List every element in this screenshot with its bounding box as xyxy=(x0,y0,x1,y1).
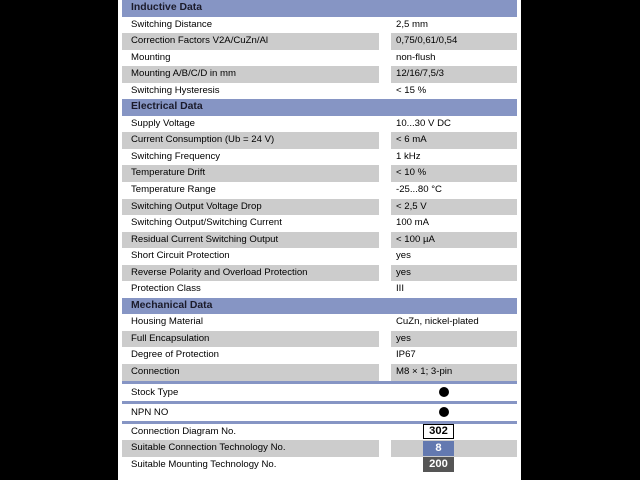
row-label: Correction Factors V2A/CuZn/Al xyxy=(131,35,269,47)
row-value: 12/16/7,5/3 xyxy=(396,68,445,80)
filled-dot-icon xyxy=(439,387,449,397)
section-header-3 xyxy=(122,298,517,315)
marker-row-label: Stock Type xyxy=(131,386,179,398)
row-label: Protection Class xyxy=(131,283,201,295)
reference-number-badge: 302 xyxy=(423,424,454,439)
section-header-2 xyxy=(122,99,517,116)
row-value: < 15 % xyxy=(396,84,427,96)
row-label: Mounting A/B/C/D in mm xyxy=(131,68,237,80)
marker-row-label: NPN NO xyxy=(131,406,169,418)
reference-number-row xyxy=(122,424,517,441)
row-value: non-flush xyxy=(396,51,436,63)
marker-row xyxy=(122,404,517,421)
reference-number-label: Suitable Connection Technology No. xyxy=(131,442,286,454)
section-header-1 xyxy=(122,0,517,17)
reference-number-label: Suitable Mounting Technology No. xyxy=(131,458,277,470)
table-row xyxy=(122,265,517,282)
table-row xyxy=(122,33,517,50)
filled-dot-icon xyxy=(439,407,449,417)
row-value: 10...30 V DC xyxy=(396,117,451,129)
row-value: M8 × 1; 3-pin xyxy=(396,366,453,378)
row-value: 0,75/0,61/0,54 xyxy=(396,35,458,47)
table-row xyxy=(122,364,517,381)
reference-number-row xyxy=(122,440,517,457)
table-row xyxy=(122,314,517,331)
row-label: Switching Output/Switching Current xyxy=(131,217,282,229)
table-row xyxy=(122,66,517,83)
row-label: Reverse Polarity and Overload Protection xyxy=(131,266,308,278)
table-row xyxy=(122,132,517,149)
section-header-label: Inductive Data xyxy=(131,2,203,13)
table-row xyxy=(122,281,517,298)
row-value: -25...80 °C xyxy=(396,184,442,196)
table-row xyxy=(122,116,517,133)
row-label: Current Consumption (Ub = 24 V) xyxy=(131,134,275,146)
row-value: yes xyxy=(396,266,411,278)
row-label: Supply Voltage xyxy=(131,117,196,129)
datasheet-page xyxy=(118,0,521,480)
row-value-background xyxy=(391,424,517,441)
row-value: < 10 % xyxy=(396,167,427,179)
row-value-background xyxy=(391,440,517,457)
section-header-label: Mechanical Data xyxy=(131,299,213,311)
row-value-background xyxy=(391,281,517,298)
row-label: Switching Hysteresis xyxy=(131,84,220,96)
reference-number-label: Connection Diagram No. xyxy=(131,425,237,437)
row-label: Short Circuit Protection xyxy=(131,250,230,262)
reference-number-badge: 8 xyxy=(423,441,454,456)
row-value: 100 mA xyxy=(396,217,430,229)
row-value: 2,5 mm xyxy=(396,18,428,30)
row-label: Switching Output Voltage Drop xyxy=(131,200,262,212)
table-row xyxy=(122,199,517,216)
row-value: < 2,5 V xyxy=(396,200,427,212)
specification-table xyxy=(122,0,517,473)
row-label: Connection xyxy=(131,366,180,378)
row-value: yes xyxy=(396,250,411,262)
table-row xyxy=(122,149,517,166)
table-row xyxy=(122,248,517,265)
row-label: Temperature Range xyxy=(131,184,216,196)
row-label: Temperature Drift xyxy=(131,167,206,179)
table-row xyxy=(122,331,517,348)
reference-number-row xyxy=(122,457,517,474)
marker-row xyxy=(122,384,517,401)
row-value: 1 kHz xyxy=(396,150,421,162)
table-row xyxy=(122,50,517,67)
table-row xyxy=(122,17,517,34)
table-row xyxy=(122,232,517,249)
row-value: IP67 xyxy=(396,349,416,361)
row-label: Switching Distance xyxy=(131,18,213,30)
table-row xyxy=(122,83,517,100)
row-label: Housing Material xyxy=(131,316,203,328)
table-row xyxy=(122,347,517,364)
row-value: CuZn, nickel-plated xyxy=(396,316,479,328)
row-value: III xyxy=(396,283,404,295)
row-label: Mounting xyxy=(131,51,171,63)
row-value: < 100 µA xyxy=(396,233,435,245)
section-header-label: Electrical Data xyxy=(131,101,203,113)
table-row xyxy=(122,182,517,199)
row-value: < 6 mA xyxy=(396,134,427,146)
row-label: Residual Current Switching Output xyxy=(131,233,279,245)
row-value-background xyxy=(391,457,517,474)
row-label: Switching Frequency xyxy=(131,150,221,162)
reference-number-badge: 200 xyxy=(423,457,454,472)
row-label: Degree of Protection xyxy=(131,349,219,361)
table-row xyxy=(122,165,517,182)
row-value: yes xyxy=(396,332,411,344)
row-label: Full Encapsulation xyxy=(131,332,210,344)
table-row xyxy=(122,215,517,232)
